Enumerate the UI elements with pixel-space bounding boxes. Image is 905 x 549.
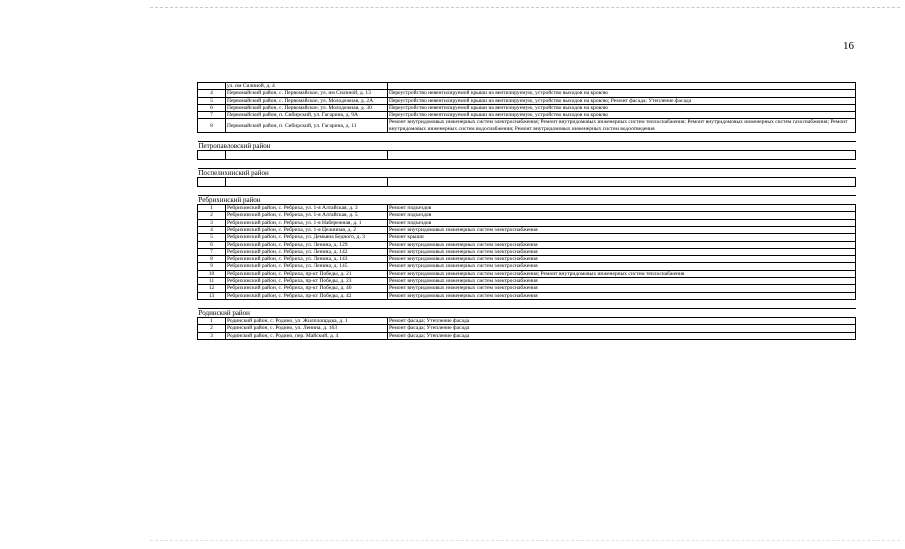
row-number-cell: 8 xyxy=(198,256,226,263)
table-row xyxy=(198,278,856,285)
address-cell: Ребрихинский район, с. Ребриха, пр-кт Победы, д. 21 xyxy=(226,270,388,277)
row-number-cell: 7 xyxy=(198,248,226,255)
address-cell xyxy=(226,178,388,187)
row-number-cell: 1 xyxy=(198,317,226,324)
scan-edge-bottom xyxy=(150,540,900,541)
table-row xyxy=(198,292,856,299)
address-cell: Первомайский район, с. Первомайское, ул. Молодежная, д. 30 xyxy=(226,104,388,111)
table-row xyxy=(198,241,856,248)
row-number-cell: 2 xyxy=(198,325,226,332)
address-cell: Первомайский район, п. Сибирский, ул. Гагарина, д. 9А xyxy=(226,112,388,119)
address-cell: Ребрихинский район, с. Ребриха, ул. Демьяна Бедного, д. 3 xyxy=(226,234,388,241)
row-number-cell xyxy=(198,151,226,160)
address-cell xyxy=(226,151,388,160)
work-type-cell: Ремонт внутридомовых инженерных систем электроснабжения xyxy=(388,226,856,233)
work-type-cell: Ремонт внутридомовых инженерных систем электроснабжения; Ремонт внутридомовых инженерных систем теплоснабжения; Ремонт внутридомовых инженерных систем газоснабжения; Ремонт внутридомовых инженерных систем водоснабжения; Ремонт внутридомовых инженерных систем водоотведения xyxy=(388,119,856,133)
address-cell: Ребрихинский район, с. Ребриха, ул. Ленина, д. 142 xyxy=(226,248,388,255)
address-cell: Ребрихинский район, с. Ребриха, ул. 1-я Набережная, д. 1 xyxy=(226,219,388,226)
work-type-cell: Ремонт подъездов xyxy=(388,219,856,226)
address-cell: Ребрихинский район, с. Ребриха, ул. Ленина, д. 143 xyxy=(226,256,388,263)
district-heading: Петропавловский район xyxy=(198,142,271,151)
row-number-cell: 13 xyxy=(198,292,226,299)
address-cell: Родинский район, с. Родино, ул. Ленина, д. 163 xyxy=(226,325,388,332)
table-row xyxy=(198,83,856,90)
row-number-cell: 10 xyxy=(198,270,226,277)
repair-program-table xyxy=(197,82,856,340)
district-heading-row xyxy=(198,308,856,317)
address-cell: Ребрихинский район, с. Ребриха, ул. 1-я Алтайская, д. 3 xyxy=(226,205,388,212)
work-type-cell: Ремонт фасада; Утепление фасада xyxy=(388,325,856,332)
address-cell: Ребрихинский район, с. Ребриха, ул. Ленина, д. 145 xyxy=(226,263,388,270)
row-number-cell: 11 xyxy=(198,278,226,285)
row-number-cell: 6 xyxy=(198,104,226,111)
work-type-cell: Переустройство невентилируемой крыши на вентилируемую, устройство выходов на кровлю xyxy=(388,112,856,119)
table-row xyxy=(198,212,856,219)
work-type-cell xyxy=(388,151,856,160)
address-cell: ул. им Силиной, д. 4 xyxy=(226,83,388,90)
address-cell: Ребрихинский район, с. Ребриха, ул. Ленина, д. 129 xyxy=(226,241,388,248)
table-row xyxy=(198,119,856,133)
table-row xyxy=(198,270,856,277)
work-type-cell: Ремонт фасада; Утепление фасада xyxy=(388,332,856,339)
work-type-cell: Ремонт внутридомовых инженерных систем электроснабжения xyxy=(388,248,856,255)
work-type-cell: Ремонт внутридомовых инженерных систем электроснабжения; Ремонт внутридомовых инженерных систем теплоснабжения xyxy=(388,270,856,277)
row-number-cell: 5 xyxy=(198,234,226,241)
table-row xyxy=(198,178,856,187)
address-cell: Ребрихинский район, с. Ребриха, пр-кт Победы, д. 40 xyxy=(226,285,388,292)
district-heading-row xyxy=(198,169,856,178)
work-type-cell: Ремонт подъездов xyxy=(388,205,856,212)
work-type-cell xyxy=(388,178,856,187)
address-cell: Ребрихинский район, с. Ребриха, ул. 1-я Алтайская, д. 5 xyxy=(226,212,388,219)
table-row xyxy=(198,205,856,212)
table-row xyxy=(198,263,856,270)
table-row xyxy=(198,112,856,119)
table-row xyxy=(198,226,856,233)
district-heading-row xyxy=(198,142,856,151)
row-number-cell xyxy=(198,178,226,187)
work-type-cell: Переустройство невентилируемой крыши на вентилируемую, устройство выходов на кровлю xyxy=(388,104,856,111)
row-number-cell: 12 xyxy=(198,285,226,292)
scan-edge-top xyxy=(150,7,900,8)
row-number-cell: 8 xyxy=(198,119,226,133)
table-row xyxy=(198,285,856,292)
work-type-cell: Ремонт внутридомовых инженерных систем электроснабжения xyxy=(388,285,856,292)
work-type-cell: Ремонт внутридомовых инженерных систем электроснабжения xyxy=(388,241,856,248)
page-number: 16 xyxy=(843,40,854,52)
row-number-cell xyxy=(198,83,226,90)
table-body xyxy=(198,83,856,340)
district-heading: Родинский район xyxy=(198,308,250,317)
section-gap xyxy=(198,299,856,308)
district-heading-row xyxy=(198,196,856,205)
address-cell: Ребрихинский район, с. Ребриха, пр-кт Победы, д. 42 xyxy=(226,292,388,299)
address-cell: Родинский район, с. Родино, ул. Жилплощадка, д. 1 xyxy=(226,317,388,324)
address-cell: Первомайский район, с. Первомайское, ул. Молодежная, д. 2А xyxy=(226,97,388,104)
row-number-cell: 4 xyxy=(198,226,226,233)
table-row xyxy=(198,104,856,111)
work-type-cell: Ремонт внутридомовых инженерных систем электроснабжения xyxy=(388,278,856,285)
address-cell: Ребрихинский район, с. Ребриха, пр-кт Победы, д. 23 xyxy=(226,278,388,285)
district-heading: Ребрихинский район xyxy=(198,196,261,205)
address-cell: Ребрихинский район, с. Ребриха, ул. 1-я Целинная, д. 2 xyxy=(226,226,388,233)
table-row xyxy=(198,234,856,241)
work-type-cell: Ремонт фасада; Утепление фасада xyxy=(388,317,856,324)
row-number-cell: 5 xyxy=(198,97,226,104)
table-row xyxy=(198,219,856,226)
work-type-cell: Переустройство невентилируемой крыши на вентилируемую, устройство выходов на кровлю; Ремонт фасада; Утепление фасада xyxy=(388,97,856,104)
section-gap xyxy=(198,187,856,196)
address-cell: Первомайский район, п. Сибирский, ул. Гагарина, д. 11 xyxy=(226,119,388,133)
work-type-cell: Ремонт внутридомовых инженерных систем электроснабжения xyxy=(388,263,856,270)
work-type-cell: Ремонт подъездов xyxy=(388,212,856,219)
table-row xyxy=(198,332,856,339)
address-cell: Родинский район, с. Родино, пер. Майский, д. 4 xyxy=(226,332,388,339)
row-number-cell: 6 xyxy=(198,241,226,248)
table-row xyxy=(198,317,856,324)
work-type-cell: Ремонт внутридомовых инженерных систем электроснабжения xyxy=(388,292,856,299)
section-gap xyxy=(198,133,856,142)
work-type-cell: Ремонт внутридомовых инженерных систем электроснабжения xyxy=(388,256,856,263)
table-row xyxy=(198,256,856,263)
work-type-cell xyxy=(388,83,856,90)
row-number-cell: 2 xyxy=(198,212,226,219)
work-type-cell: Ремонт крыши xyxy=(388,234,856,241)
table-row xyxy=(198,90,856,97)
row-number-cell: 4 xyxy=(198,90,226,97)
work-type-cell: Переустройство невентилируемой крыши на вентилируемую, устройство выходов на кровлю xyxy=(388,90,856,97)
district-heading: Поспелихинский район xyxy=(198,169,269,178)
row-number-cell: 3 xyxy=(198,219,226,226)
table-row xyxy=(198,248,856,255)
address-cell: Первомайский район, с. Первомайское, ул. им Силиной, д. 13 xyxy=(226,90,388,97)
row-number-cell: 7 xyxy=(198,112,226,119)
section-gap xyxy=(198,160,856,169)
row-number-cell: 3 xyxy=(198,332,226,339)
row-number-cell: 9 xyxy=(198,263,226,270)
table-row xyxy=(198,97,856,104)
table-row xyxy=(198,151,856,160)
table-row xyxy=(198,325,856,332)
row-number-cell: 1 xyxy=(198,205,226,212)
